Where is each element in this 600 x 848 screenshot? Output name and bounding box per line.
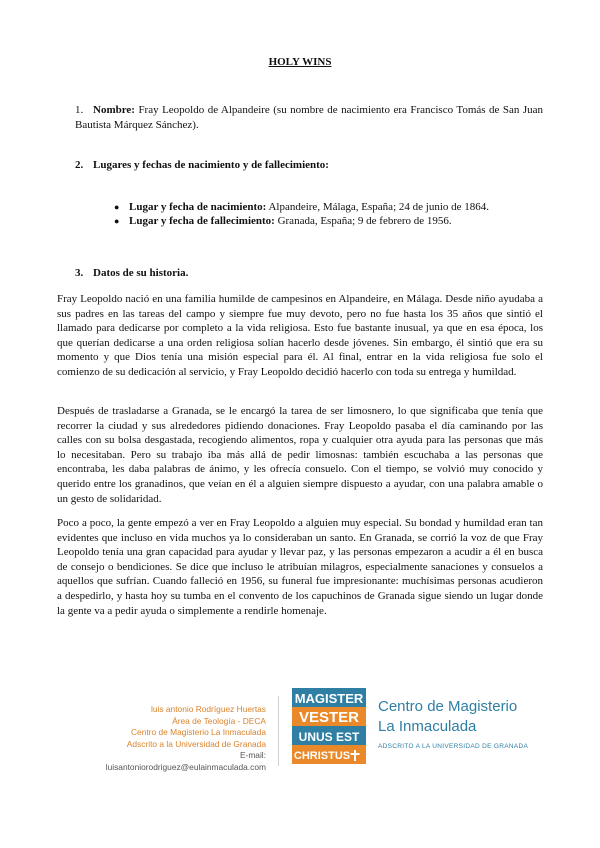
list-item-label: Lugar y fecha de fallecimiento: (129, 215, 275, 227)
places-dates-list (112, 200, 552, 228)
section-number: 2. (75, 159, 84, 171)
section-text: Fray Leopoldo de Alpandeire (su nombre de nacimiento era Francisco Tomás de San Juan Bautista Márquez Sánchez). (75, 104, 543, 131)
logo-word: VESTER (298, 709, 360, 726)
institution-tagline: ADSCRITO A LA UNIVERSIDAD DE GRANADA (378, 743, 529, 750)
section-number: 3. (75, 267, 84, 279)
history-paragraph: Poco a poco, la gente empezó a ver en Fray Leopoldo a alguien muy especial. Su bondad y humildad eran tan evidentes que incluso en vida muchos ya lo consideraban un santo. En Granada, se corrió la voz de que Fray Leopoldo tenía una gran capacidad para ayudar y llevar paz, y las personas empezaron a acudir a él en busca de consejo o bendiciones. Se dice que incluso le atribuían milagros, especialmente sanaciones y consuelos a aquellos que sufrían. Cuando falleció en 1956, su funeral fue impresionante: muchísimas personas acudieron a despedirlo, y hasta hoy su tumba en el convento de los capuchinos de Granada sigue siendo un lugar donde la gente va a pedir ayuda o simplemente a rendirle homenaje. (57, 517, 543, 617)
author-institution: Centro de Magisterio La Inmaculada (130, 727, 266, 738)
list-item (112, 200, 552, 214)
section-number: 1. (75, 104, 84, 116)
section-heading-text: Datos de su historia. (93, 267, 189, 279)
history-paragraph: Después de trasladarse a Granada, se le encargó la tarea de ser limosnero, lo que significaba que tenía que recorrer la ciudad y sus alrededores pidiendo donaciones. Fray Leopoldo pasaba el día caminando por las calles con su bolsa desgastada, recogiendo alimentos, ropa y cualquier otra ayuda para las personas que más lo necesitaban. Pero su trabajo iba más allá de pedir limosnas: también escuchaba a las personas que encontraba, les daba palabras de ánimo, y les ofrecía consuelo. Con el tiempo, se volvió muy conocido y querido entre los granadinos, que veían en él a alguien siempre dispuesto a ayudar, con una palabra amable o un gesto de solidaridad. (57, 405, 543, 505)
author-department: Área de Teología - DECA (172, 715, 266, 726)
logo-word: MAGISTER (294, 691, 364, 706)
institution-name-line: La Inmaculada (378, 718, 477, 735)
author-signature-block (90, 704, 266, 774)
list-item-text: Alpandeire, Málaga, España; 24 de junio de 1864. (268, 201, 490, 213)
section-heading-text: Lugares y fechas de nacimiento y de fallecimiento: (93, 159, 329, 171)
author-name: luis antonio Rodríguez Huertas (151, 704, 266, 714)
section-name (75, 103, 543, 133)
logo-word: CHRISTUS (293, 750, 351, 762)
bullet-icon: ● (114, 216, 120, 226)
institution-name-line: Centro de Magisterio (378, 698, 518, 715)
institution-name (378, 697, 517, 737)
section-heading-places (75, 158, 329, 173)
logo-word: UNUS EST (298, 730, 360, 744)
footer-divider (278, 696, 279, 766)
author-affiliation: Adscrito a la Universidad de Granada (126, 738, 266, 749)
institution-logo (292, 688, 366, 764)
list-item (112, 214, 552, 228)
document-title: HOLY WINS (268, 56, 332, 68)
list-item-text: Granada, España; 9 de febrero de 1956. (277, 215, 452, 227)
section-heading-history (75, 266, 188, 281)
history-paragraph: Fray Leopoldo nació en una familia humilde de campesinos en Alpandeire, en Málaga. Desde niño ayudaba a sus padres en las tareas del campo y siempre fue muy devoto, pero no fue hasta los 35 años que sintió el llamado para dedicarse por completo a la vida religiosa. Esto fue bastante inusual, ya que en esa época, los que querían dedicarse a una orden religiosa solían hacerlo desde jóvenes. Sin embargo, él sintió que era su momento y que Dios tenía una misión especial para él. Al final, entrar en la vida religiosa fue solo el comienzo de su dedicación al servicio, y Fray Leopoldo decidió hacerlo con toda su entrega y humildad. (57, 293, 543, 378)
author-email: E-mail: luisantoniorodriguez@eulainmaculada.com (105, 750, 266, 772)
bullet-icon: ● (114, 202, 120, 212)
section-label: Nombre: (93, 104, 135, 116)
list-item-label: Lugar y fecha de nacimiento: (129, 201, 267, 213)
